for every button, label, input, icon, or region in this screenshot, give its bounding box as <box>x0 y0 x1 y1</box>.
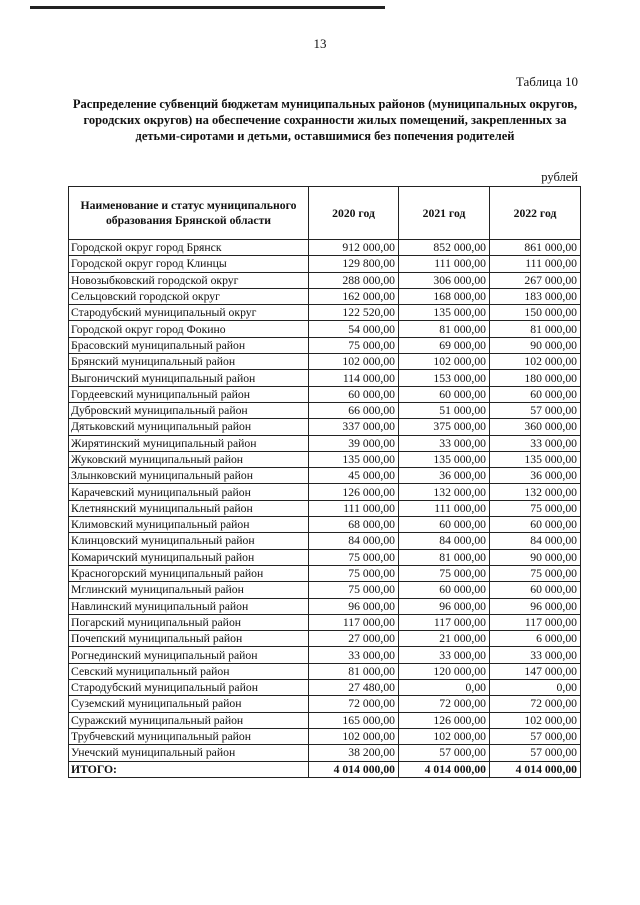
municipality-cell: Суражский муниципальный район <box>69 712 309 728</box>
municipality-cell: Жуковский муниципальный район <box>69 451 309 467</box>
table-row <box>69 631 581 647</box>
municipality-cell: Городской округ город Фокино <box>69 321 309 337</box>
value-2022-cell: 150 000,00 <box>490 305 581 321</box>
value-2022-cell: 6 000,00 <box>490 631 581 647</box>
municipality-cell: Климовский муниципальный район <box>69 517 309 533</box>
value-2021-cell: 81 000,00 <box>399 549 490 565</box>
value-2022-cell: 90 000,00 <box>490 337 581 353</box>
municipality-cell: Красногорский муниципальный район <box>69 565 309 581</box>
header-2020: 2020 год <box>309 187 399 240</box>
municipality-cell: Дятьковский муниципальный район <box>69 419 309 435</box>
value-2022-cell: 60 000,00 <box>490 517 581 533</box>
value-2021-cell: 84 000,00 <box>399 533 490 549</box>
municipality-cell: Брасовский муниципальный район <box>69 337 309 353</box>
table-row <box>69 402 581 418</box>
header-2021: 2021 год <box>399 187 490 240</box>
value-2021-cell: 135 000,00 <box>399 305 490 321</box>
value-2020-cell: 135 000,00 <box>309 451 399 467</box>
value-2021-cell: 57 000,00 <box>399 745 490 761</box>
header-municipality: Наименование и статус муниципального образования Брянской области <box>69 187 309 240</box>
value-2022-cell: 183 000,00 <box>490 288 581 304</box>
value-2021-cell: 36 000,00 <box>399 468 490 484</box>
table-row <box>69 435 581 451</box>
value-2020-cell: 912 000,00 <box>309 240 399 256</box>
value-2021-cell: 81 000,00 <box>399 321 490 337</box>
value-2021-cell: 60 000,00 <box>399 386 490 402</box>
table-row <box>69 712 581 728</box>
table-header-row <box>69 187 581 240</box>
value-2022-cell: 861 000,00 <box>490 240 581 256</box>
value-2020-cell: 102 000,00 <box>309 354 399 370</box>
table-row <box>69 451 581 467</box>
value-2020-cell: 75 000,00 <box>309 565 399 581</box>
table-row <box>69 500 581 516</box>
municipality-cell: Гордеевский муниципальный район <box>69 386 309 402</box>
municipality-cell: Севский муниципальный район <box>69 663 309 679</box>
value-2022-cell: 96 000,00 <box>490 598 581 614</box>
municipality-cell: Клинцовский муниципальный район <box>69 533 309 549</box>
value-2022-cell: 102 000,00 <box>490 712 581 728</box>
municipality-cell: Погарский муниципальный район <box>69 614 309 630</box>
value-2022-cell: 180 000,00 <box>490 370 581 386</box>
value-2021-cell: 153 000,00 <box>399 370 490 386</box>
value-2022-cell: 60 000,00 <box>490 386 581 402</box>
value-2021-cell: 60 000,00 <box>399 582 490 598</box>
municipality-cell: Суземский муниципальный район <box>69 696 309 712</box>
municipality-cell: Дубровский муниципальный район <box>69 402 309 418</box>
value-2021-cell: 852 000,00 <box>399 240 490 256</box>
value-2020-cell: 45 000,00 <box>309 468 399 484</box>
table-row <box>69 240 581 256</box>
value-2022-cell: 84 000,00 <box>490 533 581 549</box>
value-2020-cell: 27 000,00 <box>309 631 399 647</box>
municipality-cell: Стародубский муниципальный район <box>69 680 309 696</box>
value-2021-cell: 132 000,00 <box>399 484 490 500</box>
table-row <box>69 728 581 744</box>
value-2021-cell: 375 000,00 <box>399 419 490 435</box>
table-row <box>69 321 581 337</box>
value-2020-cell: 66 000,00 <box>309 402 399 418</box>
municipality-cell: Городской округ город Брянск <box>69 240 309 256</box>
municipality-cell: Новозыбковский городской округ <box>69 272 309 288</box>
value-2021-cell: 72 000,00 <box>399 696 490 712</box>
value-2022-cell: 102 000,00 <box>490 354 581 370</box>
value-2022-cell: 57 000,00 <box>490 402 581 418</box>
subvention-table <box>68 186 581 778</box>
value-2022-cell: 360 000,00 <box>490 419 581 435</box>
municipality-cell: Комаричский муниципальный район <box>69 549 309 565</box>
value-2020-cell: 122 520,00 <box>309 305 399 321</box>
value-2021-cell: 102 000,00 <box>399 728 490 744</box>
table-row <box>69 305 581 321</box>
table-row <box>69 582 581 598</box>
value-2021-cell: 51 000,00 <box>399 402 490 418</box>
value-2021-cell: 120 000,00 <box>399 663 490 679</box>
value-2021-cell: 111 000,00 <box>399 500 490 516</box>
value-2021-cell: 33 000,00 <box>399 647 490 663</box>
municipality-cell: Жирятинский муниципальный район <box>69 435 309 451</box>
value-2020-cell: 39 000,00 <box>309 435 399 451</box>
table-row <box>69 337 581 353</box>
value-2022-cell: 135 000,00 <box>490 451 581 467</box>
value-2021-cell: 21 000,00 <box>399 631 490 647</box>
table-row <box>69 419 581 435</box>
municipality-cell: Почепский муниципальный район <box>69 631 309 647</box>
value-2022-cell: 33 000,00 <box>490 435 581 451</box>
total-row <box>69 761 581 777</box>
value-2022-cell: 0,00 <box>490 680 581 696</box>
table-row <box>69 354 581 370</box>
value-2020-cell: 129 800,00 <box>309 256 399 272</box>
page-number: 13 <box>313 36 327 51</box>
table-row <box>69 517 581 533</box>
municipality-cell: Сельцовский городской округ <box>69 288 309 304</box>
value-2021-cell: 96 000,00 <box>399 598 490 614</box>
value-2020-cell: 33 000,00 <box>309 647 399 663</box>
value-2020-cell: 96 000,00 <box>309 598 399 614</box>
value-2021-cell: 111 000,00 <box>399 256 490 272</box>
table-row <box>69 680 581 696</box>
value-2020-cell: 165 000,00 <box>309 712 399 728</box>
value-2020-cell: 162 000,00 <box>309 288 399 304</box>
value-2022-cell: 132 000,00 <box>490 484 581 500</box>
total-label: ИТОГО: <box>69 761 309 777</box>
municipality-cell: Трубчевский муниципальный район <box>69 728 309 744</box>
table-row <box>69 647 581 663</box>
municipality-cell: Карачевский муниципальный район <box>69 484 309 500</box>
value-2020-cell: 114 000,00 <box>309 370 399 386</box>
value-2020-cell: 68 000,00 <box>309 517 399 533</box>
table-row <box>69 565 581 581</box>
value-2020-cell: 126 000,00 <box>309 484 399 500</box>
table-row <box>69 288 581 304</box>
value-2022-cell: 33 000,00 <box>490 647 581 663</box>
value-2022-cell: 81 000,00 <box>490 321 581 337</box>
municipality-cell: Рогнединский муниципальный район <box>69 647 309 663</box>
value-2022-cell: 75 000,00 <box>490 565 581 581</box>
municipality-cell: Городской округ город Клинцы <box>69 256 309 272</box>
value-2022-cell: 36 000,00 <box>490 468 581 484</box>
table-row <box>69 386 581 402</box>
table-row <box>69 745 581 761</box>
value-2022-cell: 267 000,00 <box>490 272 581 288</box>
table-row <box>69 614 581 630</box>
table-row <box>69 696 581 712</box>
table-body <box>69 240 581 778</box>
value-2020-cell: 337 000,00 <box>309 419 399 435</box>
value-2020-cell: 117 000,00 <box>309 614 399 630</box>
value-2022-cell: 147 000,00 <box>490 663 581 679</box>
value-2020-cell: 75 000,00 <box>309 582 399 598</box>
value-2022-cell: 57 000,00 <box>490 728 581 744</box>
top-rule <box>30 6 385 9</box>
municipality-cell: Выгоничский муниципальный район <box>69 370 309 386</box>
table-row <box>69 468 581 484</box>
table-label: Таблица 10 <box>515 74 578 89</box>
value-2021-cell: 168 000,00 <box>399 288 490 304</box>
value-2021-cell: 135 000,00 <box>399 451 490 467</box>
value-2020-cell: 111 000,00 <box>309 500 399 516</box>
total-2020: 4 014 000,00 <box>309 761 399 777</box>
value-2021-cell: 117 000,00 <box>399 614 490 630</box>
value-2022-cell: 75 000,00 <box>490 500 581 516</box>
value-2020-cell: 84 000,00 <box>309 533 399 549</box>
value-2021-cell: 102 000,00 <box>399 354 490 370</box>
municipality-cell: Брянский муниципальный район <box>69 354 309 370</box>
municipality-cell: Навлинский муниципальный район <box>69 598 309 614</box>
table-row <box>69 272 581 288</box>
value-2021-cell: 75 000,00 <box>399 565 490 581</box>
value-2020-cell: 288 000,00 <box>309 272 399 288</box>
value-2020-cell: 81 000,00 <box>309 663 399 679</box>
value-2020-cell: 27 480,00 <box>309 680 399 696</box>
municipality-cell: Стародубский муниципальный округ <box>69 305 309 321</box>
table-row <box>69 663 581 679</box>
total-2021: 4 014 000,00 <box>399 761 490 777</box>
municipality-cell: Унечский муниципальный район <box>69 745 309 761</box>
table-row <box>69 533 581 549</box>
value-2020-cell: 72 000,00 <box>309 696 399 712</box>
value-2020-cell: 38 200,00 <box>309 745 399 761</box>
value-2020-cell: 75 000,00 <box>309 337 399 353</box>
table-row <box>69 484 581 500</box>
total-2022: 4 014 000,00 <box>490 761 581 777</box>
table-row <box>69 549 581 565</box>
value-2020-cell: 60 000,00 <box>309 386 399 402</box>
document-title: Распределение субвенций бюджетам муниципальных районов (муниципальных округов, городских округов) на обеспечение сохранности жилых помещений, закрепленных за детьми-сиротами и детьми, оставшимися без попечения родителей <box>72 97 578 143</box>
table-row <box>69 598 581 614</box>
table-row <box>69 256 581 272</box>
value-2021-cell: 0,00 <box>399 680 490 696</box>
value-2021-cell: 306 000,00 <box>399 272 490 288</box>
table-row <box>69 370 581 386</box>
value-2021-cell: 69 000,00 <box>399 337 490 353</box>
municipality-cell: Мглинский муниципальный район <box>69 582 309 598</box>
value-2022-cell: 60 000,00 <box>490 582 581 598</box>
value-2020-cell: 102 000,00 <box>309 728 399 744</box>
value-2021-cell: 126 000,00 <box>399 712 490 728</box>
value-2020-cell: 75 000,00 <box>309 549 399 565</box>
municipality-cell: Клетнянский муниципальный район <box>69 500 309 516</box>
unit-label: рублей <box>541 170 578 184</box>
header-2022: 2022 год <box>490 187 581 240</box>
value-2020-cell: 54 000,00 <box>309 321 399 337</box>
value-2022-cell: 117 000,00 <box>490 614 581 630</box>
value-2022-cell: 57 000,00 <box>490 745 581 761</box>
value-2021-cell: 33 000,00 <box>399 435 490 451</box>
value-2022-cell: 111 000,00 <box>490 256 581 272</box>
value-2022-cell: 90 000,00 <box>490 549 581 565</box>
municipality-cell: Злынковский муниципальный район <box>69 468 309 484</box>
value-2021-cell: 60 000,00 <box>399 517 490 533</box>
value-2022-cell: 72 000,00 <box>490 696 581 712</box>
